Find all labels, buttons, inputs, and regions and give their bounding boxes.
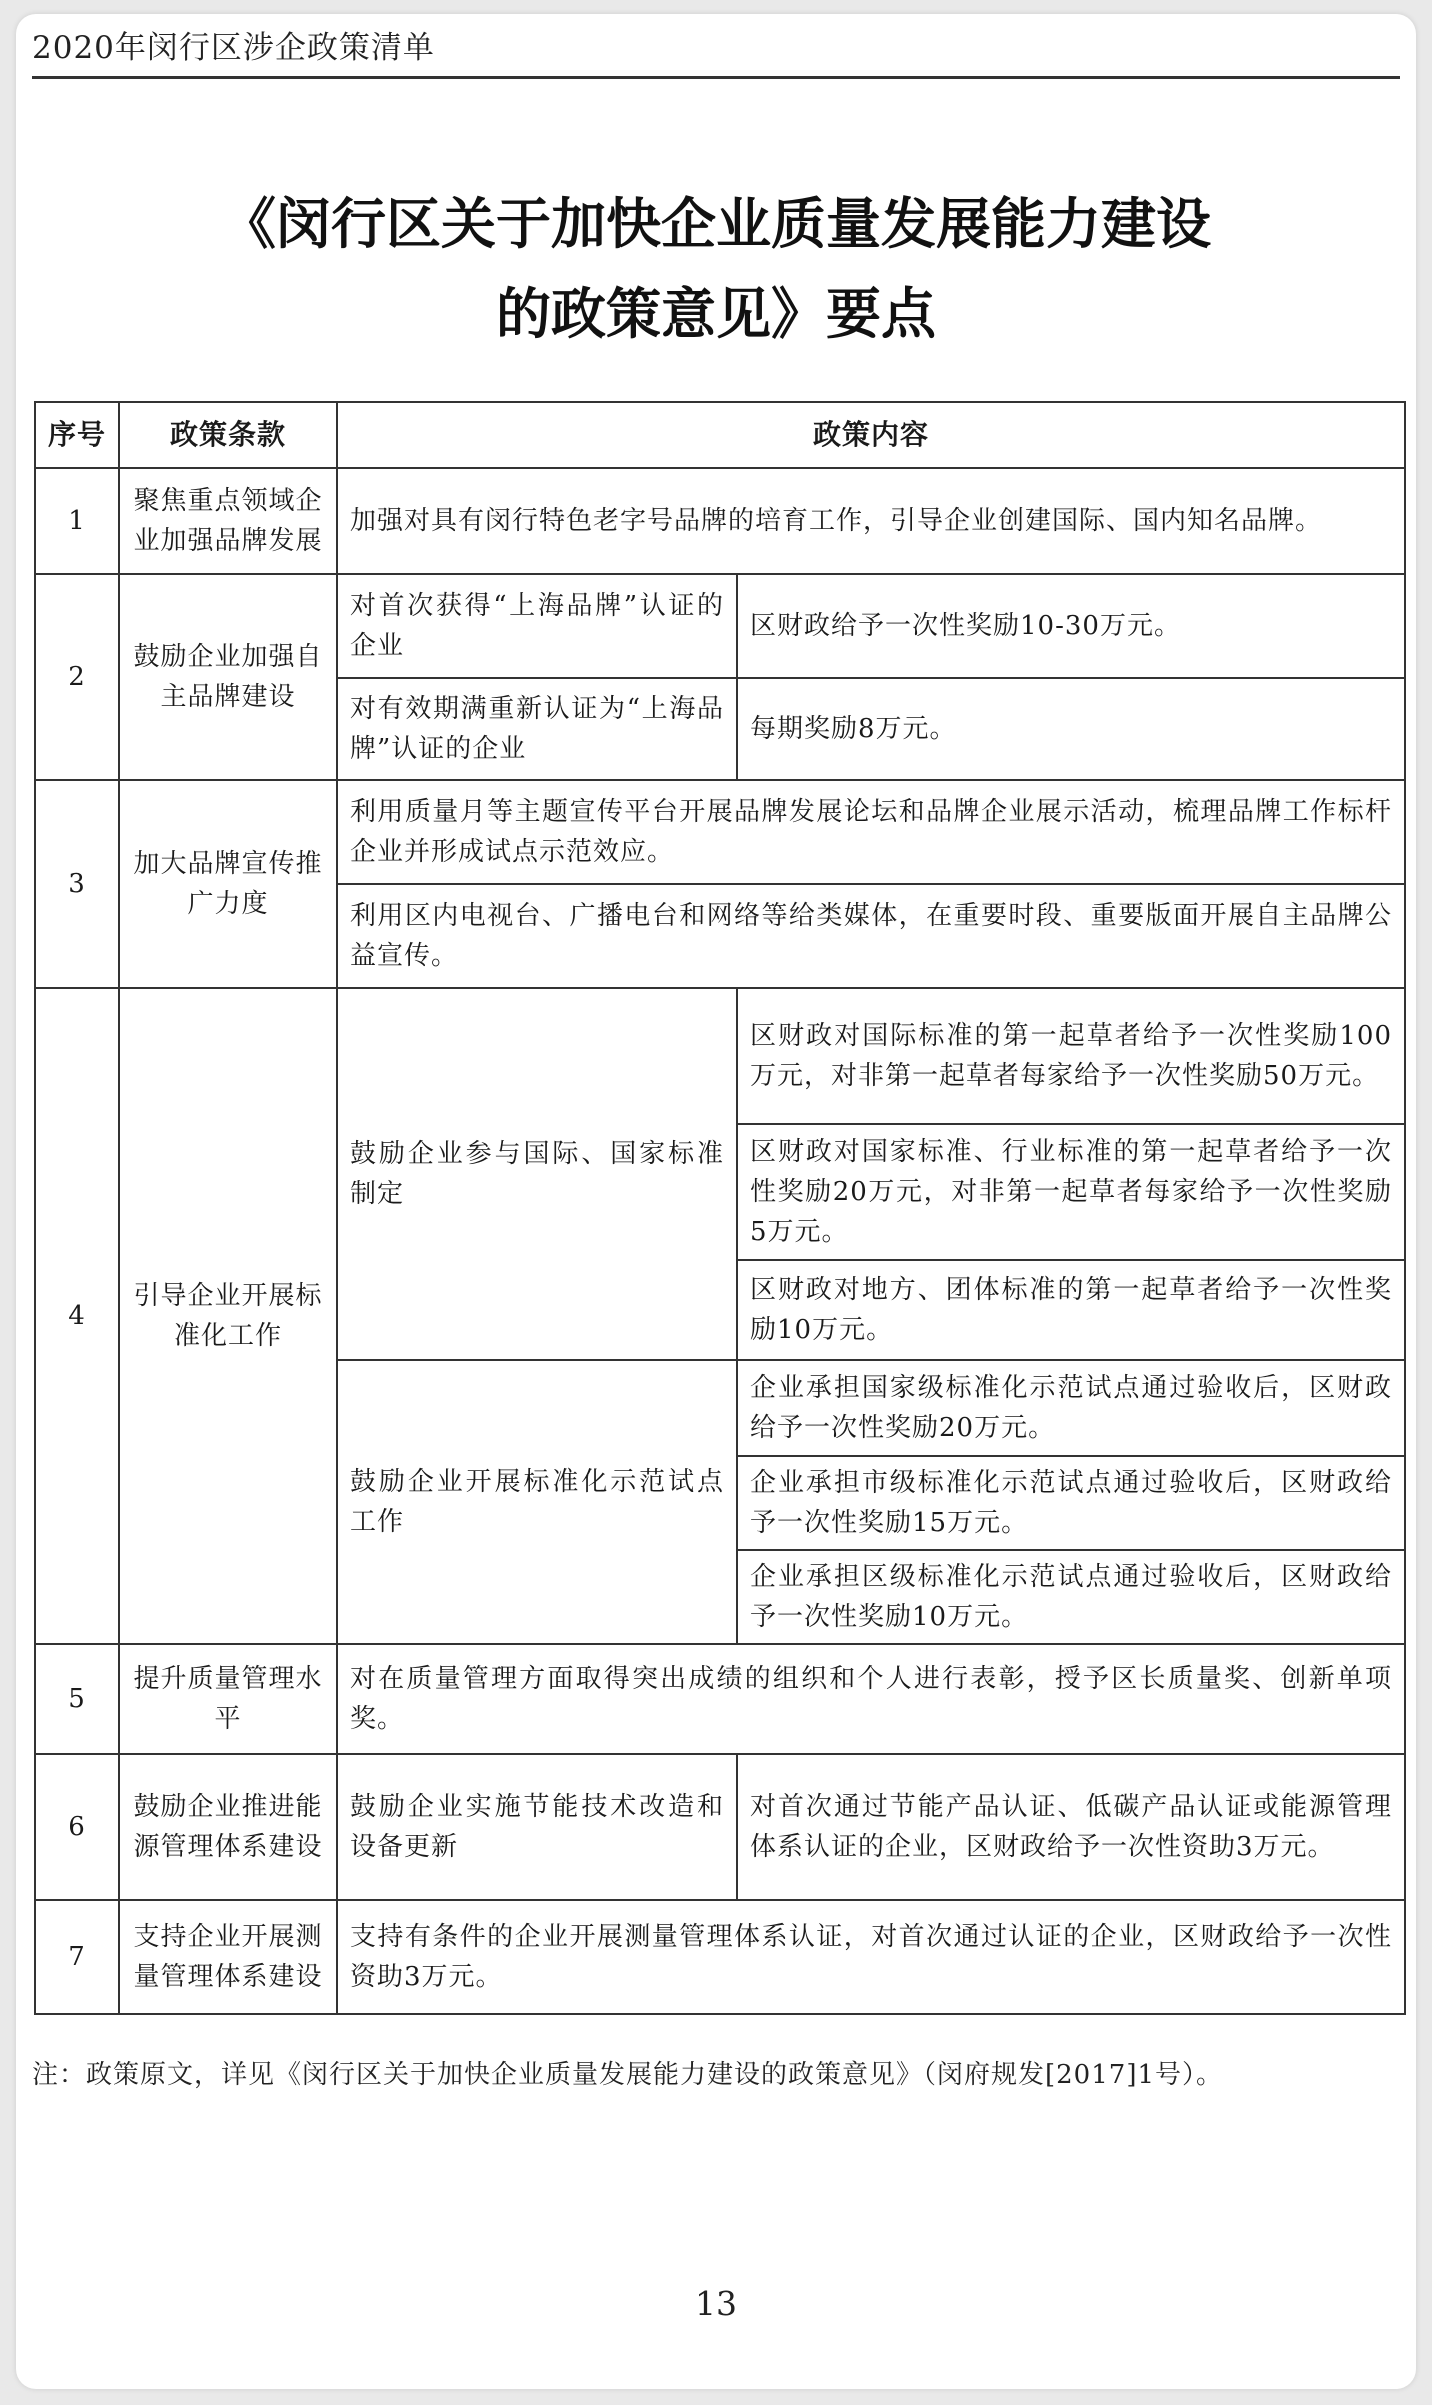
- table-row: [35, 468, 1405, 574]
- policy-content: 对在质量管理方面取得突出成绩的组织和个人进行表彰，授予区长质量奖、创新单项奖。: [337, 1644, 1405, 1754]
- table-header-row: [35, 402, 1405, 468]
- policy-clause: 聚焦重点领域企业加强品牌发展: [119, 468, 337, 574]
- header-rule: [32, 76, 1400, 79]
- row-num: 3: [35, 780, 119, 988]
- policy-condition: 对首次获得“上海品牌”认证的企业: [337, 574, 737, 678]
- header-clause: 政策条款: [119, 402, 337, 468]
- policy-condition: 鼓励企业实施节能技术改造和设备更新: [337, 1754, 737, 1900]
- policy-condition: 鼓励企业参与国际、国家标准制定: [337, 988, 737, 1360]
- row-num: 1: [35, 468, 119, 574]
- policy-clause: 加大品牌宣传推广力度: [119, 780, 337, 988]
- document-page: [16, 14, 1416, 2389]
- policy-reward: 企业承担区级标准化示范试点通过验收后，区财政给予一次性奖励10万元。: [737, 1550, 1405, 1644]
- policy-content: 加强对具有闵行特色老字号品牌的培育工作，引导企业创建国际、国内知名品牌。: [337, 468, 1405, 574]
- page-number: 13: [695, 2284, 737, 2323]
- row-num: 4: [35, 988, 119, 1644]
- document-title: [16, 179, 1416, 359]
- table-row: [35, 780, 1405, 884]
- row-num: 5: [35, 1644, 119, 1754]
- policy-clause: 支持企业开展测量管理体系建设: [119, 1900, 337, 2014]
- row-num: 2: [35, 574, 119, 780]
- row-num: 7: [35, 1900, 119, 2014]
- policy-clause: 鼓励企业推进能源管理体系建设: [119, 1754, 337, 1900]
- table-row: [35, 1900, 1405, 2014]
- policy-reward: 企业承担市级标准化示范试点通过验收后，区财政给予一次性奖励15万元。: [737, 1456, 1405, 1550]
- policy-content: 利用区内电视台、广播电台和网络等给类媒体，在重要时段、重要版面开展自主品牌公益宣传。: [337, 884, 1405, 988]
- running-header: 2020年闵行区涉企政策清单: [32, 30, 435, 66]
- policy-clause: 提升质量管理水平: [119, 1644, 337, 1754]
- header-num: 序号: [35, 402, 119, 468]
- policy-clause: 鼓励企业加强自主品牌建设: [119, 574, 337, 780]
- policy-table: [34, 401, 1406, 2015]
- policy-condition: 鼓励企业开展标准化示范试点工作: [337, 1360, 737, 1644]
- policy-reward: 区财政给予一次性奖励10-30万元。: [737, 574, 1405, 678]
- table-row: [35, 574, 1405, 678]
- policy-reward: 每期奖励8万元。: [737, 678, 1405, 780]
- title-line-1: 《闵行区关于加快企业质量发展能力建设: [220, 192, 1211, 256]
- policy-clause: 引导企业开展标准化工作: [119, 988, 337, 1644]
- policy-reward: 企业承担国家级标准化示范试点通过验收后，区财政给予一次性奖励20万元。: [737, 1360, 1405, 1456]
- table-row: [35, 1644, 1405, 1754]
- footnote: 注：政策原文，详见《闵行区关于加快企业质量发展能力建设的政策意见》（闵府规发[2017]1号）。: [32, 2060, 1223, 2090]
- table-row: [35, 988, 1405, 1124]
- policy-content: 支持有条件的企业开展测量管理体系认证，对首次通过认证的企业，区财政给予一次性资助3万元。: [337, 1900, 1405, 2014]
- policy-reward: 区财政对国际标准的第一起草者给予一次性奖励100万元，对非第一起草者每家给予一次性奖励50万元。: [737, 988, 1405, 1124]
- row-num: 6: [35, 1754, 119, 1900]
- title-line-2: 的政策意见》要点: [495, 282, 936, 346]
- policy-reward: 区财政对国家标准、行业标准的第一起草者给予一次性奖励20万元，对非第一起草者每家给予一次性奖励5万元。: [737, 1124, 1405, 1260]
- policy-reward: 区财政对地方、团体标准的第一起草者给予一次性奖励10万元。: [737, 1260, 1405, 1360]
- policy-condition: 对有效期满重新认证为“上海品牌”认证的企业: [337, 678, 737, 780]
- policy-content: 利用质量月等主题宣传平台开展品牌发展论坛和品牌企业展示活动，梳理品牌工作标杆企业并形成试点示范效应。: [337, 780, 1405, 884]
- table-row: [35, 1754, 1405, 1900]
- policy-reward: 对首次通过节能产品认证、低碳产品认证或能源管理体系认证的企业，区财政给予一次性资助3万元。: [737, 1754, 1405, 1900]
- header-content: 政策内容: [337, 402, 1405, 468]
